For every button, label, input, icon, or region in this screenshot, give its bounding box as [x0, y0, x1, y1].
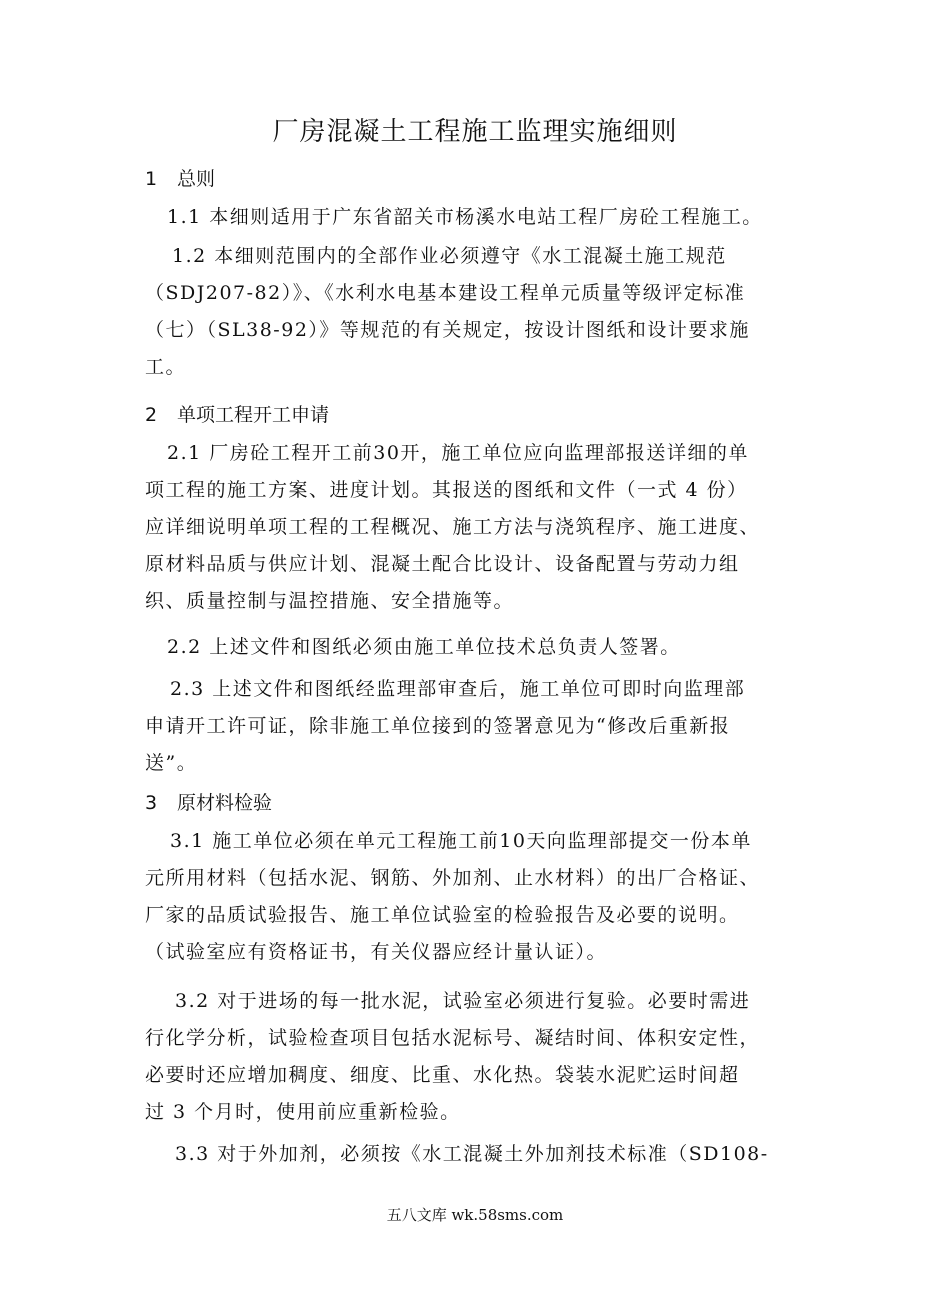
paragraph-1-1 [167, 199, 832, 236]
section-title: 原材料检验 [177, 792, 273, 814]
section-number: 2 [145, 404, 158, 426]
paragraph-line: （七）（SL38-92）》等规范的有关规定，按设计图纸和设计要求施 [145, 319, 750, 341]
paragraph-3-1 [145, 823, 810, 971]
paragraph-line: 织、质量控制与温控措施、安全措施等。 [145, 590, 515, 612]
paragraph-2-3 [145, 671, 810, 782]
paragraph-line: （SDJ207-82）》、《水利水电基本建设工程单元质量等级评定标准 [145, 282, 746, 304]
paragraph-3-3 [145, 1136, 810, 1173]
paragraph-line: 1.1 本细则适用于广东省韶关市杨溪水电站工程厂房砼工程施工。 [167, 206, 763, 228]
paragraph-line: 3.3 对于外加剂，必须按《水工混凝土外加剂技术标准（SD108- [175, 1143, 769, 1165]
page-footer-watermark: 五八文库 wk.58sms.com [386, 1206, 564, 1224]
section-title: 单项工程开工申请 [177, 404, 330, 426]
paragraph-line: 项工程的施工方案、进度计划。其报送的图纸和文件（一式 4 份） [145, 479, 748, 501]
section-heading-3 [145, 788, 272, 818]
paragraph-line: 3.1 施工单位必须在单元工程施工前10天向监理部提交一份本单 [170, 830, 752, 852]
paragraph-line: 送”。 [145, 752, 198, 774]
document-title: 厂房混凝土工程施工监理实施细则 [272, 117, 678, 147]
section-heading-1 [145, 164, 215, 194]
section-number: 1 [145, 168, 158, 190]
section-heading-2 [145, 400, 329, 430]
paragraph-line: 行化学分析，试验检查项目包括水泥标号、凝结时间、体积安定性， [145, 1027, 761, 1049]
paragraph-line: 2.2 上述文件和图纸必须由施工单位技术总负责人签署。 [167, 636, 681, 658]
paragraph-line: 原材料品质与供应计划、混凝土配合比设计、设备配置与劳动力组 [145, 553, 740, 575]
paragraph-line: 过 3 个月时，使用前应重新检验。 [145, 1101, 461, 1123]
paragraph-line: 应详细说明单项工程的工程概况、施工方法与浇筑程序、施工进度、 [145, 516, 761, 538]
paragraph-line: 元所用材料（包括水泥、钢筋、外加剂、止水材料）的出厂合格证、 [145, 867, 761, 889]
paragraph-line: 1.2 本细则范围内的全部作业必须遵守《水工混凝土施工规范 [172, 245, 727, 267]
paragraph-line: 工。 [145, 356, 187, 378]
paragraph-line: 厂家的品质试验报告、施工单位试验室的检验报告及必要的说明。 [145, 904, 740, 926]
paragraph-line: 必要时还应增加稠度、细度、比重、水化热。袋装水泥贮运时间超 [145, 1064, 740, 1086]
section-title: 总则 [177, 168, 216, 190]
paragraph-line: 申请开工许可证，除非施工单位接到的签署意见为“修改后重新报 [145, 715, 731, 737]
section-number: 3 [145, 792, 158, 814]
paragraph-2-1 [145, 435, 810, 620]
paragraph-1-2 [145, 238, 810, 386]
paragraph-line: 2.3 上述文件和图纸经监理部审查后，施工单位可即时向监理部 [170, 678, 746, 700]
paragraph-line: 3.2 对于进场的每一批水泥，试验室必须进行复验。必要时需进 [175, 990, 751, 1012]
paragraph-2-2 [145, 629, 810, 666]
paragraph-3-2 [145, 983, 810, 1131]
paragraph-line: 2.1 厂房砼工程开工前30开，施工单位应向监理部报送详细的单 [167, 442, 749, 464]
paragraph-line: （试验室应有资格证书，有关仪器应经计量认证）。 [145, 941, 608, 963]
